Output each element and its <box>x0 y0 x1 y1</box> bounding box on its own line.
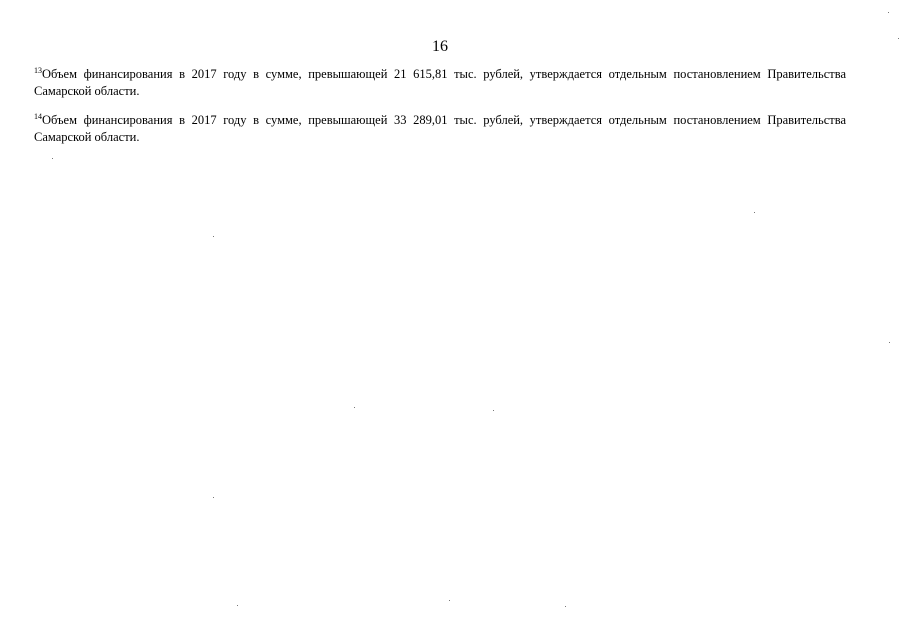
scan-speck <box>52 158 53 159</box>
footnote-14 <box>34 112 846 146</box>
scan-speck <box>213 236 214 237</box>
footnote-text: Объем финансирования в 2017 году в сумме, превышающей 21 615,81 тыс. рублей, утверждается отдельным постановлением Правительства Самарской области. <box>34 67 846 98</box>
scan-speck <box>354 407 355 408</box>
footnote-13 <box>34 66 846 100</box>
scan-speck <box>449 600 450 601</box>
footnote-mark: 14 <box>34 112 42 121</box>
footnote-mark: 13 <box>34 66 42 75</box>
scan-speck <box>889 342 890 343</box>
scan-speck <box>754 212 755 213</box>
page-number: 16 <box>432 38 448 55</box>
scan-speck <box>898 38 899 39</box>
scan-speck <box>565 606 566 607</box>
footnote-text: Объем финансирования в 2017 году в сумме, превышающей 33 289,01 тыс. рублей, утверждается отдельным постановлением Правительства Самарской области. <box>34 113 846 144</box>
scan-speck <box>237 605 238 606</box>
scan-speck <box>493 410 494 411</box>
scan-speck <box>213 497 214 498</box>
scan-speck <box>888 12 889 13</box>
